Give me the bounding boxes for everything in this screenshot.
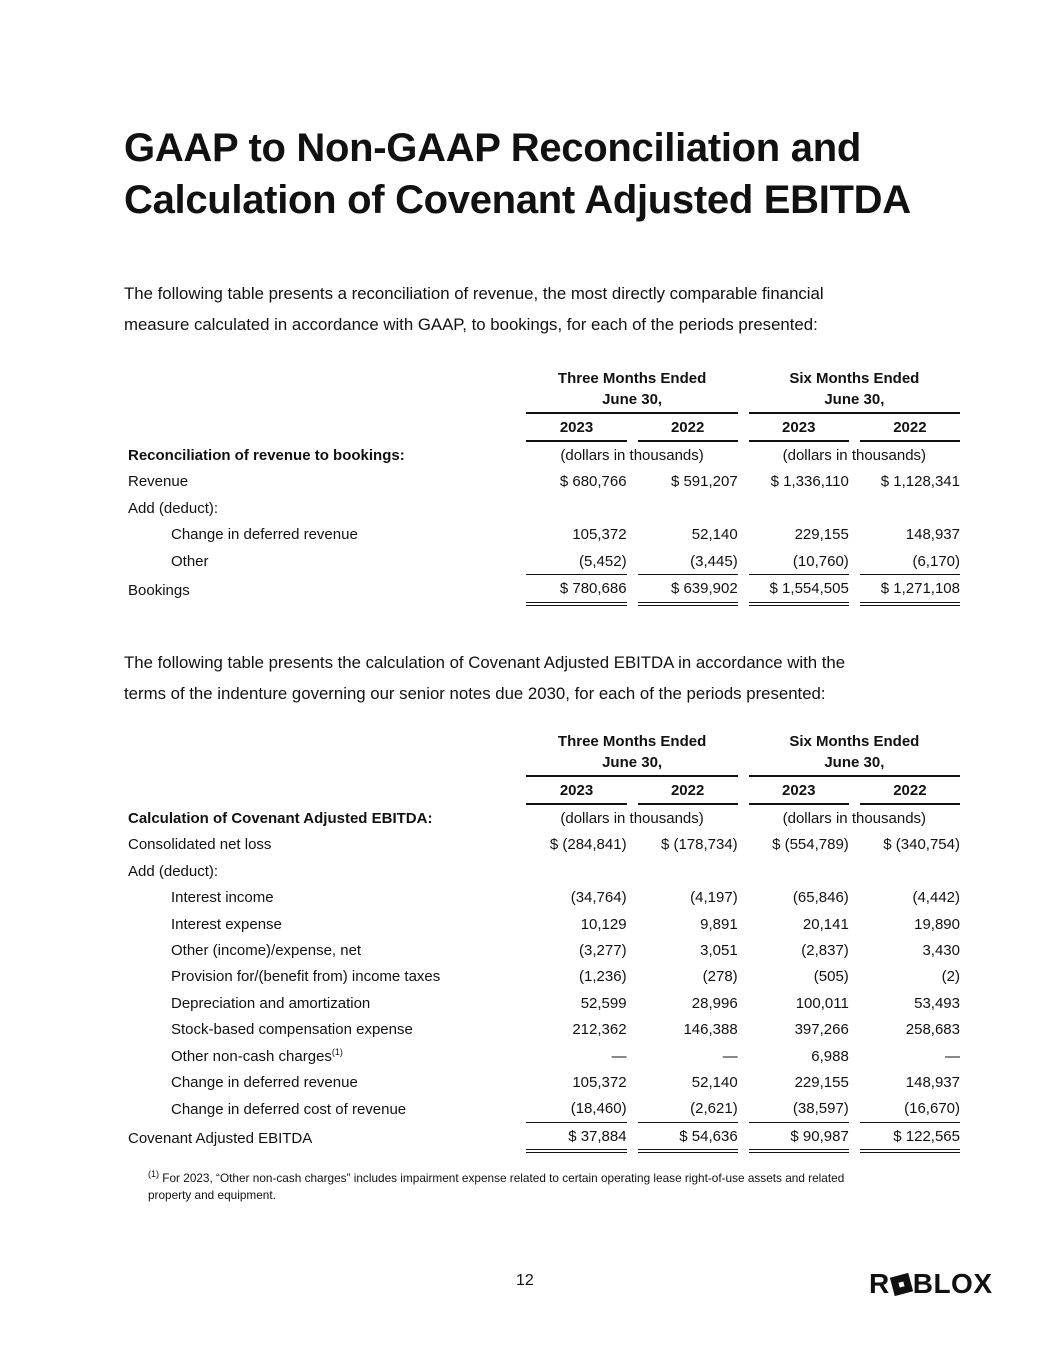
- logo-text-left: R: [869, 1268, 890, 1299]
- units-label: (dollars in thousands): [560, 810, 704, 828]
- year-header: 2022: [638, 777, 738, 805]
- footnote-line-2: property and equipment.: [148, 1188, 276, 1202]
- value-cell: 10,129: [580, 915, 627, 933]
- value-cell: 3,430: [922, 942, 960, 960]
- value-cell: (5,452): [526, 548, 626, 575]
- value-cell: $ (554,789): [772, 836, 849, 854]
- six-months-header: [749, 731, 960, 777]
- intro-line-1: The following table presents a reconciliation of revenue, the most directly comparable financial: [124, 284, 824, 303]
- year-header: 2022: [638, 414, 738, 442]
- value-cell: 52,140: [691, 1073, 738, 1091]
- row-label-text: Other non-cash charges: [171, 1047, 332, 1065]
- page-title: [124, 122, 984, 226]
- row-label: Interest expense: [171, 915, 282, 933]
- value-cell: $ 591,207: [670, 473, 738, 491]
- section-label: Calculation of Covenant Adjusted EBITDA:: [128, 810, 433, 828]
- row-label: Revenue: [128, 473, 189, 491]
- year-header: 2022: [860, 777, 960, 805]
- section-label-row: [124, 805, 960, 831]
- total-value-cell: $ 37,884: [526, 1123, 626, 1153]
- value-cell: (2): [941, 968, 960, 986]
- value-cell: (2,621): [638, 1096, 738, 1123]
- value-cell: (16,670): [860, 1096, 960, 1123]
- intro-line-2: terms of the indenture governing our senior notes due 2030, for each of the periods presented:: [124, 684, 826, 703]
- intro-paragraph-bookings: [124, 278, 944, 340]
- value-cell: 19,890: [914, 915, 960, 933]
- three-months-header-line-2: June 30,: [602, 391, 663, 408]
- six-months-header-line-2: June 30,: [824, 391, 885, 408]
- year-header: 2023: [526, 777, 626, 805]
- table-row: [124, 469, 960, 495]
- value-cell: 105,372: [572, 1073, 627, 1091]
- three-months-header-line-1: Three Months Ended: [557, 733, 707, 750]
- value-cell: 148,937: [905, 1073, 960, 1091]
- value-cell: 146,388: [683, 1021, 738, 1039]
- total-row: [124, 1123, 960, 1153]
- value-cell: 148,937: [905, 526, 960, 544]
- row-label: Change in deferred revenue: [171, 1073, 358, 1091]
- table-row: [124, 937, 960, 963]
- total-value-cell: $ 1,554,505: [749, 575, 849, 605]
- value-cell: (2,837): [801, 942, 849, 960]
- three-months-header: [526, 731, 737, 777]
- value-cell: (38,597): [749, 1096, 849, 1123]
- value-cell: 53,493: [914, 994, 960, 1012]
- three-months-header-line-1: Three Months Ended: [557, 370, 707, 387]
- page-number: 12: [516, 1272, 534, 1289]
- row-label: Bookings: [128, 582, 190, 600]
- page-title-line-2: Calculation of Covenant Adjusted EBITDA: [124, 178, 911, 222]
- value-cell: (4,197): [690, 889, 738, 907]
- year-header: 2022: [860, 414, 960, 442]
- value-cell: 105,372: [572, 526, 627, 544]
- row-label: Covenant Adjusted EBITDA: [128, 1129, 313, 1147]
- table-row: [124, 1043, 960, 1069]
- row-label: Provision for/(benefit from) income taxes: [171, 968, 441, 986]
- six-months-header-line-1: Six Months Ended: [789, 733, 920, 750]
- six-months-header: [749, 368, 960, 414]
- value-cell: 258,683: [905, 1021, 960, 1039]
- value-cell: $ (284,841): [549, 836, 627, 854]
- row-label: Depreciation and amortization: [171, 994, 371, 1012]
- table-row: [124, 964, 960, 990]
- value-cell: (3,445): [638, 548, 738, 575]
- value-cell: (10,760): [749, 548, 849, 575]
- value-cell: (3,277): [579, 942, 627, 960]
- row-label: Add (deduct):: [128, 499, 219, 517]
- value-cell: 229,155: [794, 1073, 849, 1091]
- row-label: Other (income)/expense, net: [171, 942, 362, 960]
- three-months-header: [526, 368, 737, 414]
- total-value-cell: $ 54,636: [638, 1123, 738, 1153]
- row-label: [124, 1043, 526, 1069]
- year-header-row: [124, 414, 960, 442]
- section-label: Reconciliation of revenue to bookings:: [128, 447, 405, 465]
- logo-text-right: BLOX: [912, 1268, 993, 1299]
- footnote-marker: (1): [148, 1169, 159, 1180]
- value-cell: 9,891: [700, 915, 738, 933]
- value-cell: $ 680,766: [559, 473, 627, 491]
- covenant-ebitda-table: [124, 731, 960, 1153]
- row-label: Interest income: [171, 889, 274, 907]
- total-value-cell: $ 122,565: [860, 1123, 960, 1153]
- table-row: [124, 832, 960, 858]
- row-label: Add (deduct):: [128, 862, 219, 880]
- period-header-row: [124, 368, 960, 414]
- units-label: (dollars in thousands): [782, 447, 927, 465]
- table-row: [124, 911, 960, 937]
- year-header: 2023: [749, 414, 849, 442]
- total-row: [124, 575, 960, 605]
- value-cell: —: [611, 1047, 627, 1065]
- year-header: 2023: [526, 414, 626, 442]
- units-label: (dollars in thousands): [560, 447, 704, 465]
- value-cell: (6,170): [860, 548, 960, 575]
- row-label: Change in deferred revenue: [171, 526, 358, 544]
- three-months-header-line-2: June 30,: [602, 754, 663, 771]
- value-cell: (65,846): [792, 889, 849, 907]
- logo-tile-icon: [890, 1273, 913, 1296]
- value-cell: 52,599: [580, 994, 627, 1012]
- row-label: Consolidated net loss: [128, 836, 272, 854]
- bookings-reconciliation-table: [124, 368, 960, 606]
- footnote: [148, 1170, 928, 1204]
- row-label: Change in deferred cost of revenue: [171, 1100, 407, 1118]
- value-cell: (34,764): [570, 889, 627, 907]
- value-cell: $ 1,336,110: [770, 473, 849, 491]
- value-cell: 6,988: [811, 1047, 849, 1065]
- intro-paragraph-ebitda: [124, 647, 944, 709]
- value-cell: $ (340,754): [883, 836, 960, 854]
- value-cell: 20,141: [802, 915, 849, 933]
- units-label: (dollars in thousands): [782, 810, 927, 828]
- intro-line-2: measure calculated in accordance with GAAP, to bookings, for each of the periods presented:: [124, 315, 818, 334]
- table-row: [124, 495, 960, 521]
- section-label-row: [124, 442, 960, 468]
- roblox-logo: [869, 1269, 1009, 1299]
- table-row: [124, 885, 960, 911]
- value-cell: 28,996: [691, 994, 738, 1012]
- value-cell: 397,266: [794, 1021, 849, 1039]
- value-cell: $ 1,128,341: [880, 473, 960, 491]
- footnote-ref: (1): [331, 1046, 343, 1057]
- six-months-header-line-1: Six Months Ended: [789, 370, 920, 387]
- year-header: 2023: [749, 777, 849, 805]
- value-cell: 3,051: [700, 942, 738, 960]
- value-cell: 52,140: [691, 526, 738, 544]
- total-value-cell: $ 780,686: [526, 575, 626, 605]
- table-row: [124, 1017, 960, 1043]
- period-header-row: [124, 731, 960, 777]
- value-cell: (505): [813, 968, 849, 986]
- value-cell: 229,155: [794, 526, 849, 544]
- footnote-line-1: For 2023, “Other non-cash charges” includes impairment expense related to certain operating lease right-of-use assets and related: [162, 1171, 845, 1185]
- table-row: [124, 1069, 960, 1095]
- table-row: [124, 522, 960, 548]
- value-cell: —: [722, 1047, 738, 1065]
- value-cell: $ (178,734): [660, 836, 738, 854]
- table-row: [124, 858, 960, 884]
- row-label: Other: [171, 553, 209, 571]
- value-cell: (18,460): [526, 1096, 626, 1123]
- table-row: [124, 548, 960, 575]
- total-value-cell: $ 90,987: [749, 1123, 849, 1153]
- intro-line-1: The following table presents the calculation of Covenant Adjusted EBITDA in accordance with the: [124, 653, 846, 672]
- value-cell: —: [945, 1047, 960, 1065]
- row-label: Stock-based compensation expense: [171, 1021, 413, 1039]
- value-cell: 212,362: [572, 1021, 627, 1039]
- page-title-line-1: GAAP to Non-GAAP Reconciliation and: [124, 126, 861, 170]
- year-header-row: [124, 777, 960, 805]
- total-value-cell: $ 639,902: [638, 575, 738, 605]
- value-cell: (4,442): [912, 889, 960, 907]
- value-cell: (278): [702, 968, 738, 986]
- table-row: [124, 1096, 960, 1123]
- six-months-header-line-2: June 30,: [824, 754, 885, 771]
- value-cell: 100,011: [795, 994, 849, 1012]
- table-row: [124, 990, 960, 1016]
- value-cell: (1,236): [579, 968, 627, 986]
- total-value-cell: $ 1,271,108: [860, 575, 960, 605]
